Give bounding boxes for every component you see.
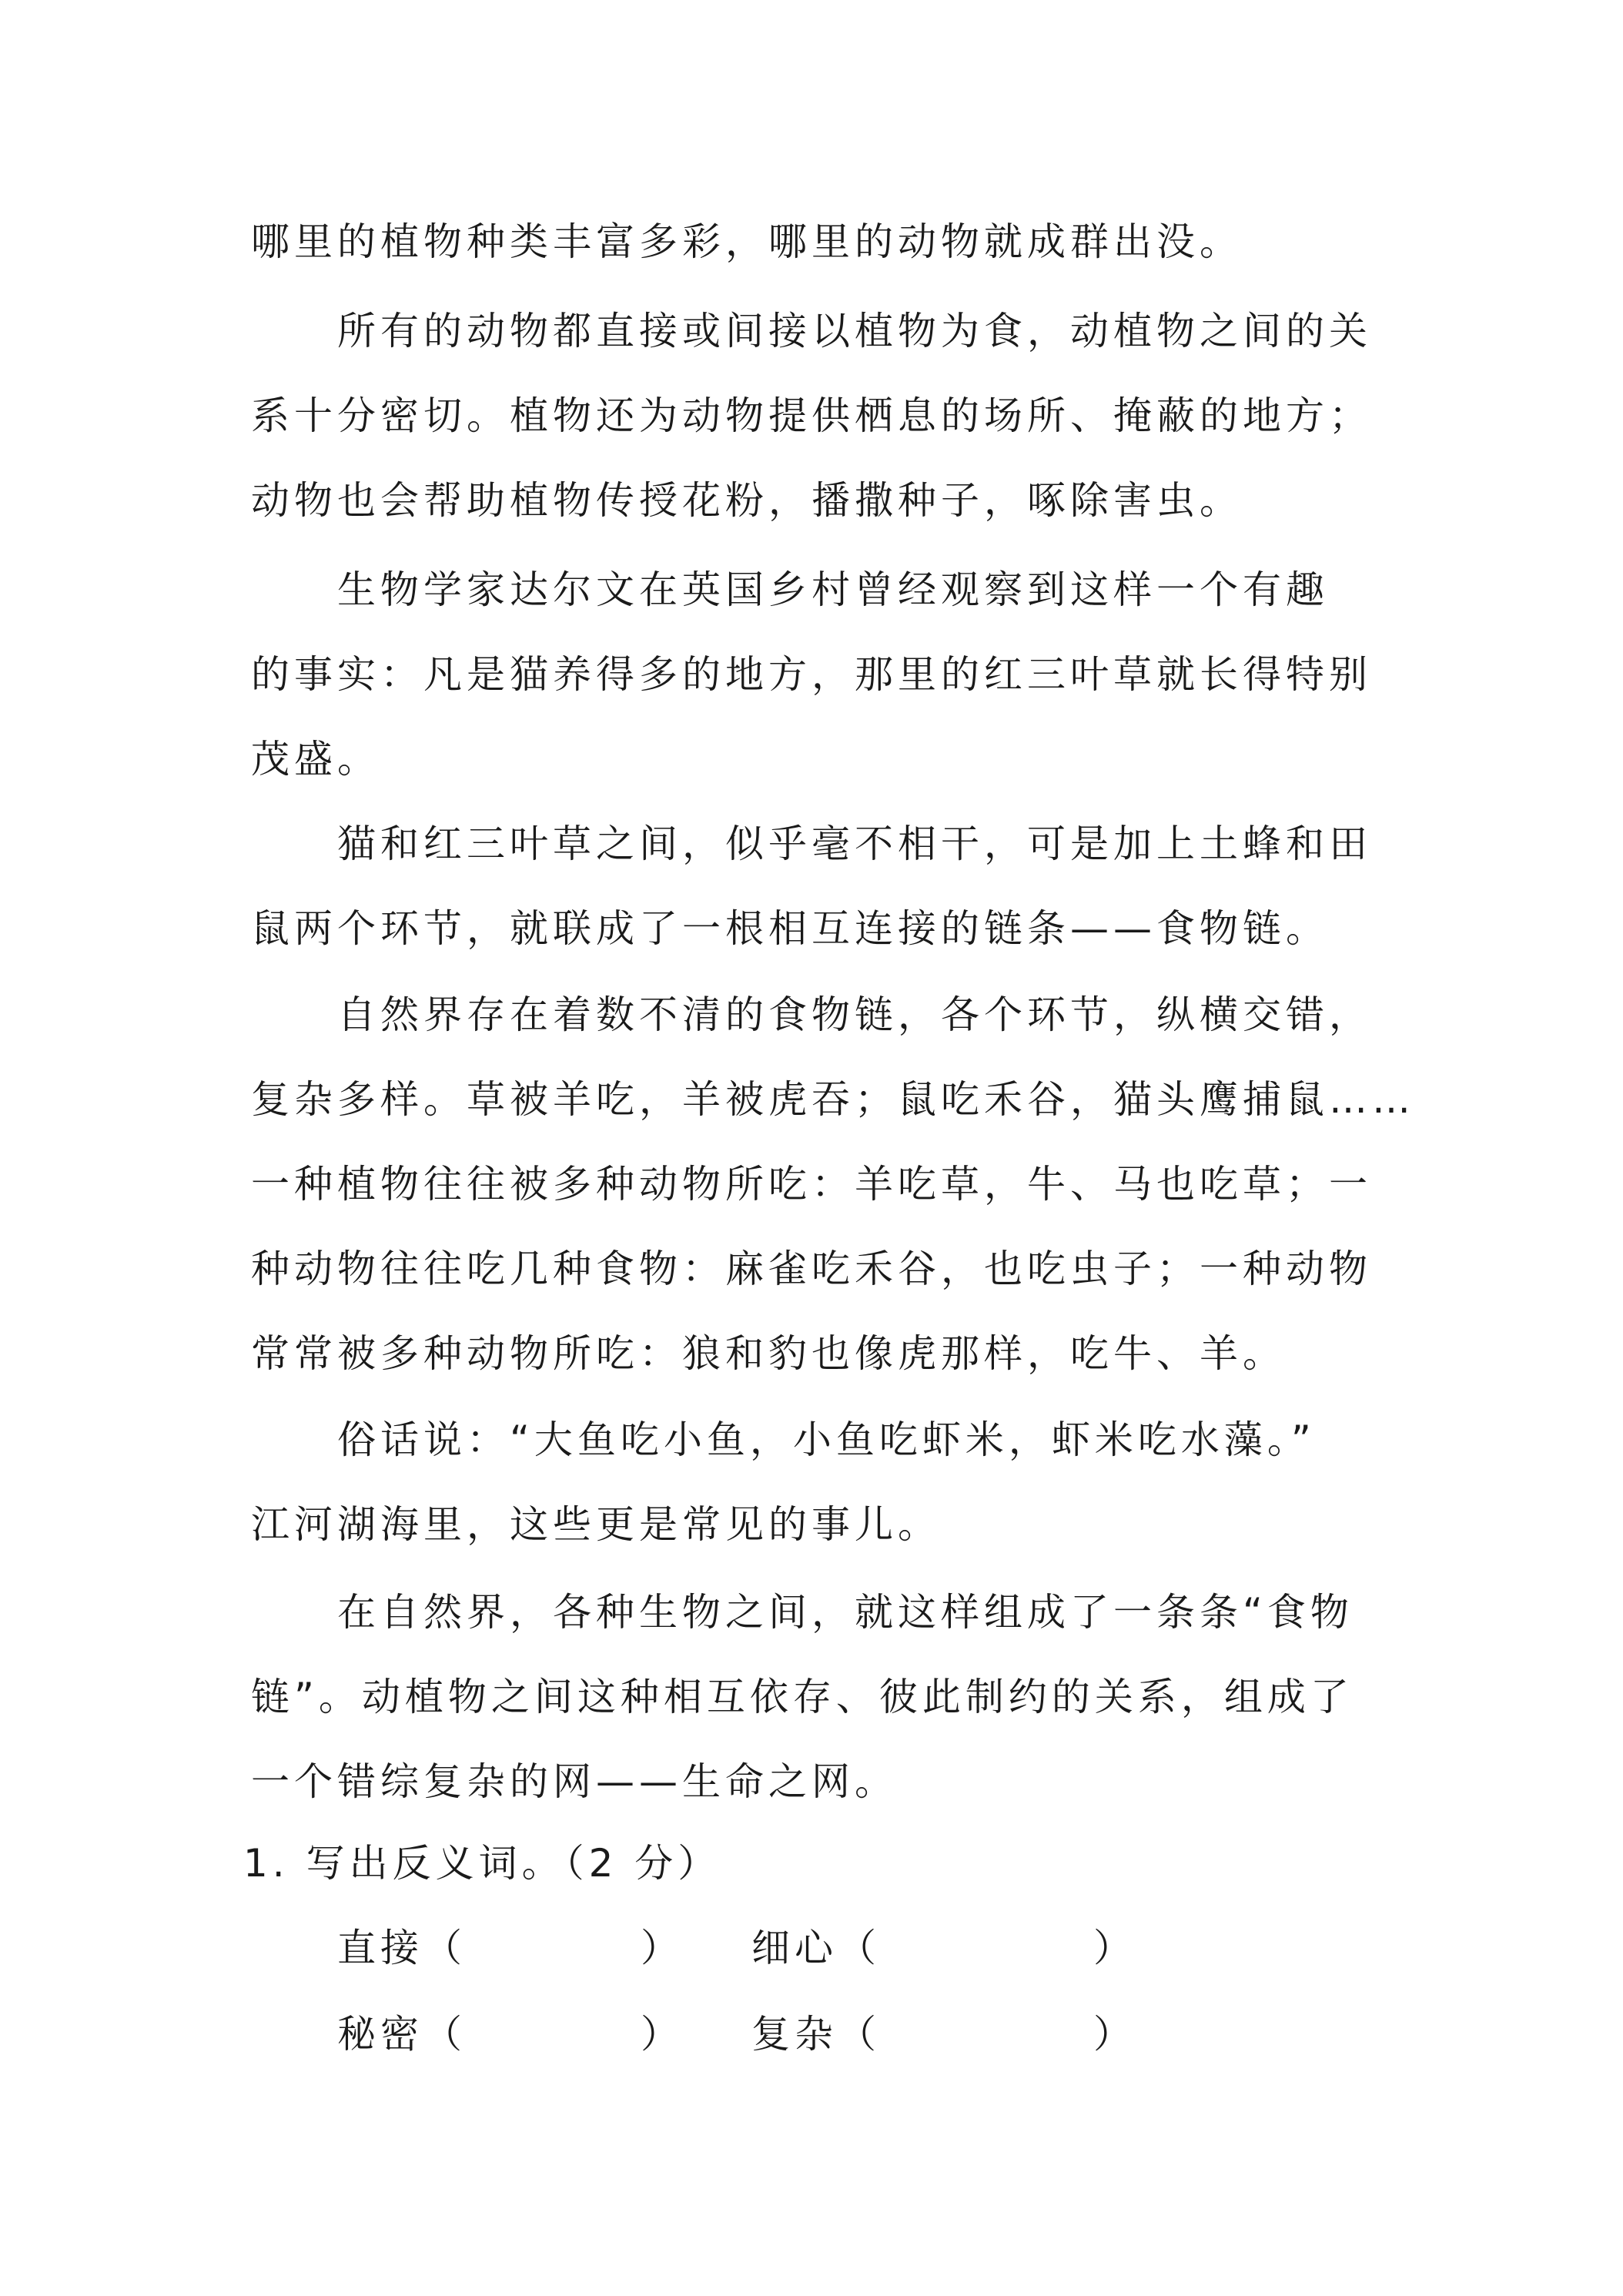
antonym-close: ） — [1093, 2012, 1136, 2057]
passage-line: 一种植物往往被多种动物所吃：羊吃草，牛、马也吃草；一 — [251, 1162, 1372, 1207]
passage-line: 鼠两个环节，就联成了一根相互连接的链条——食物链。 — [251, 906, 1329, 951]
passage-line: 茂盛。 — [251, 737, 380, 782]
passage-line: 系十分密切。植物还为动物提供栖息的场所、掩蔽的地方； — [251, 393, 1372, 438]
passage-line: 常常被多种动物所吃：狼和豹也像虎那样，吃牛、羊。 — [251, 1331, 1286, 1376]
antonym-close: ） — [641, 1926, 684, 1970]
passage-line: 链”。动植物之间这种相互依存、彼此制约的关系，组成了 — [251, 1675, 1354, 1719]
passage-line: 生物学家达尔文在英国乡村曾经观察到这样一个有趣 — [337, 567, 1329, 612]
antonym-close: ） — [641, 2012, 684, 2057]
antonym-prompt: 直接（ — [337, 1926, 467, 1970]
passage-line: 种动物往往吃几种食物：麻雀吃禾谷，也吃虫子；一种动物 — [251, 1247, 1372, 1291]
antonym-prompt: 秘密（ — [337, 2012, 467, 2057]
passage-line: 在自然界，各种生物之间，就这样组成了一条条“食物 — [337, 1590, 1354, 1635]
passage-line: 自然界存在着数不清的食物链，各个环节，纵横交错， — [337, 992, 1372, 1037]
passage-line: 动物也会帮助植物传授花粉，播撒种子，啄除害虫。 — [251, 478, 1243, 523]
antonym-close: ） — [1093, 1926, 1136, 1970]
antonym-prompt: 复杂（ — [751, 2012, 881, 2057]
passage-line: 俗话说：“大鱼吃小鱼，小鱼吃虾米，虾米吃水藻。” — [337, 1417, 1316, 1462]
passage-line: 的事实：凡是猫养得多的地方，那里的红三叶草就长得特别 — [251, 652, 1372, 697]
antonym-prompt: 细心（ — [751, 1926, 881, 1970]
question-title: 1. 写出反义词。（2 分） — [243, 1841, 721, 1886]
passage-line: 一个错综复杂的网——生命之网。 — [251, 1759, 898, 1804]
passage-line: 江河湖海里，这些更是常见的事儿。 — [251, 1502, 941, 1547]
passage-line: 猫和红三叶草之间，似乎毫不相干，可是加上土蜂和田 — [337, 822, 1372, 866]
passage-line: 所有的动物都直接或间接以植物为食，动植物之间的关 — [337, 309, 1372, 353]
passage-line: 哪里的植物种类丰富多彩，哪里的动物就成群出没。 — [251, 219, 1243, 264]
passage-line: 复杂多样。草被羊吃，羊被虎吞；鼠吃禾谷，猫头鹰捕鼠…… — [251, 1077, 1415, 1122]
